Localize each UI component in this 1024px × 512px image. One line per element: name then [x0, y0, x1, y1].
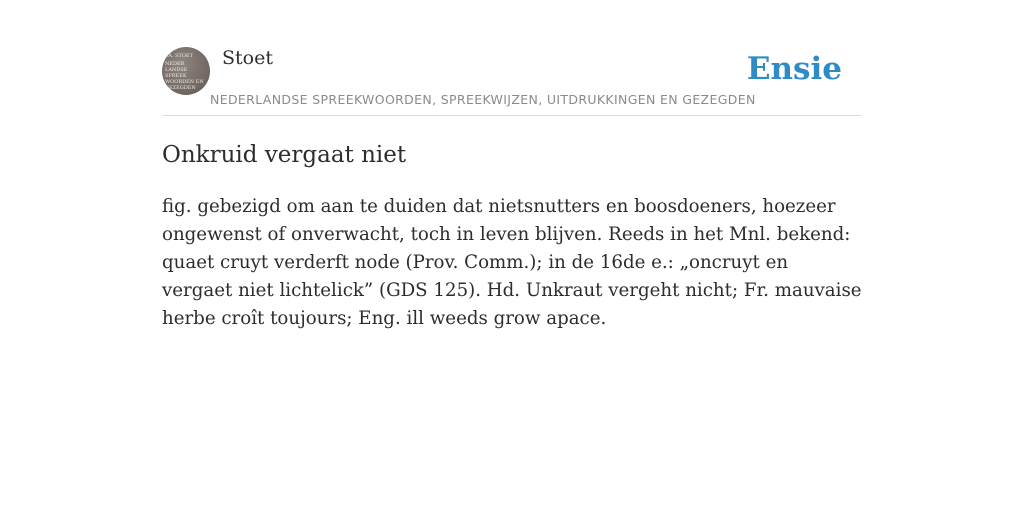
avatar-cover-text: NEDER LANDSE SPREEK WOORDEN EN GEZEGDEN: [165, 61, 204, 91]
source-avatar[interactable]: [162, 47, 210, 95]
page-container: [162, 0, 862, 333]
source-name[interactable]: Stoet: [222, 47, 273, 69]
ensie-logo[interactable]: Ensie: [746, 51, 842, 87]
entry-title: Onkruid vergaat niet: [162, 142, 407, 168]
avatar-title: F.A. STOET: [164, 53, 193, 59]
header: [162, 0, 862, 116]
source-subtitle[interactable]: NEDERLANDSE SPREEKWOORDEN, SPREEKWIJZEN, UITDRUKKINGEN EN GEZEGDEN: [210, 92, 756, 107]
entry-definition: fig. gebezigd om aan te duiden dat nietsnutters en boosdoeners, hoezeer ongewenst of onverwacht, toch in leven blijven. Reeds in het Mnl. bekend: quaet cruyt verderft node (Prov. Comm.); in de 16de e.: „oncruyt en vergaet niet lichtelick” (GDS 125). Hd. Unkraut vergeht nicht; Fr. mauvaise herbe croît toujours; Eng. ill weeds grow apace.: [162, 196, 862, 329]
